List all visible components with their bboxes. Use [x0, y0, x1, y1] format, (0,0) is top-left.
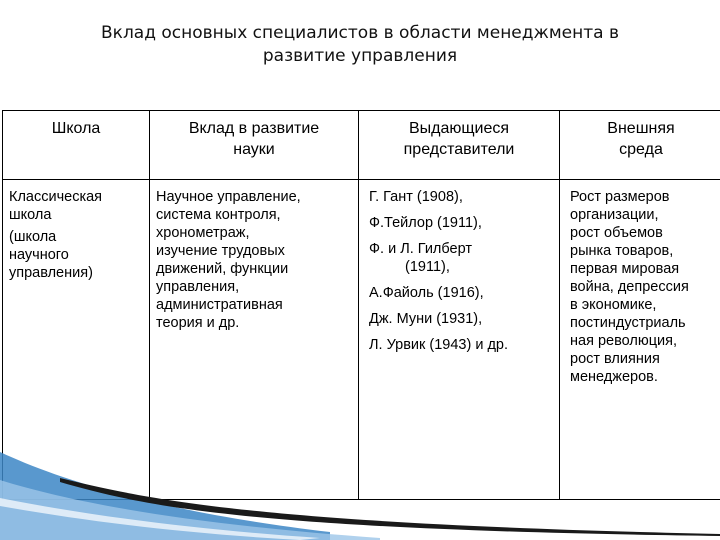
- header-contribution: Вклад в развитие науки: [150, 111, 359, 180]
- title-line-1: Вклад основных специалистов в области менеджмента в: [101, 23, 619, 43]
- cell-school: Классическая школа (школа научного управления): [3, 180, 150, 500]
- table-header-row: [3, 111, 720, 180]
- header-representatives: Выдающиеся представители: [359, 111, 560, 180]
- table-row: [3, 180, 720, 500]
- cell-contribution: Научное управление, система контроля, хронометраж, изучение трудовых движений, функции управления, административная теория и др.: [150, 180, 359, 500]
- contributions-table: [2, 110, 720, 500]
- cell-representatives: Г. Гант (1908), Ф.Тейлор (1911), Ф. и Л. Гилберт (1911), А.Файоль (1916), Дж. Муни (1931), Л. Урвик (1943) и др.: [359, 180, 560, 500]
- title-line-2: развитие управления: [262, 46, 458, 66]
- header-school: Школа: [3, 111, 150, 180]
- wave-white-stripe: [0, 498, 320, 540]
- cell-environment: Рост размеров организации, рост объемов рынка товаров, первая мировая война, депрессия в экономике, постиндустриаль ная революция, рост влияния менеджеров.: [560, 180, 720, 500]
- slide-title: [60, 22, 660, 68]
- header-environment: Внешняя среда: [560, 111, 720, 180]
